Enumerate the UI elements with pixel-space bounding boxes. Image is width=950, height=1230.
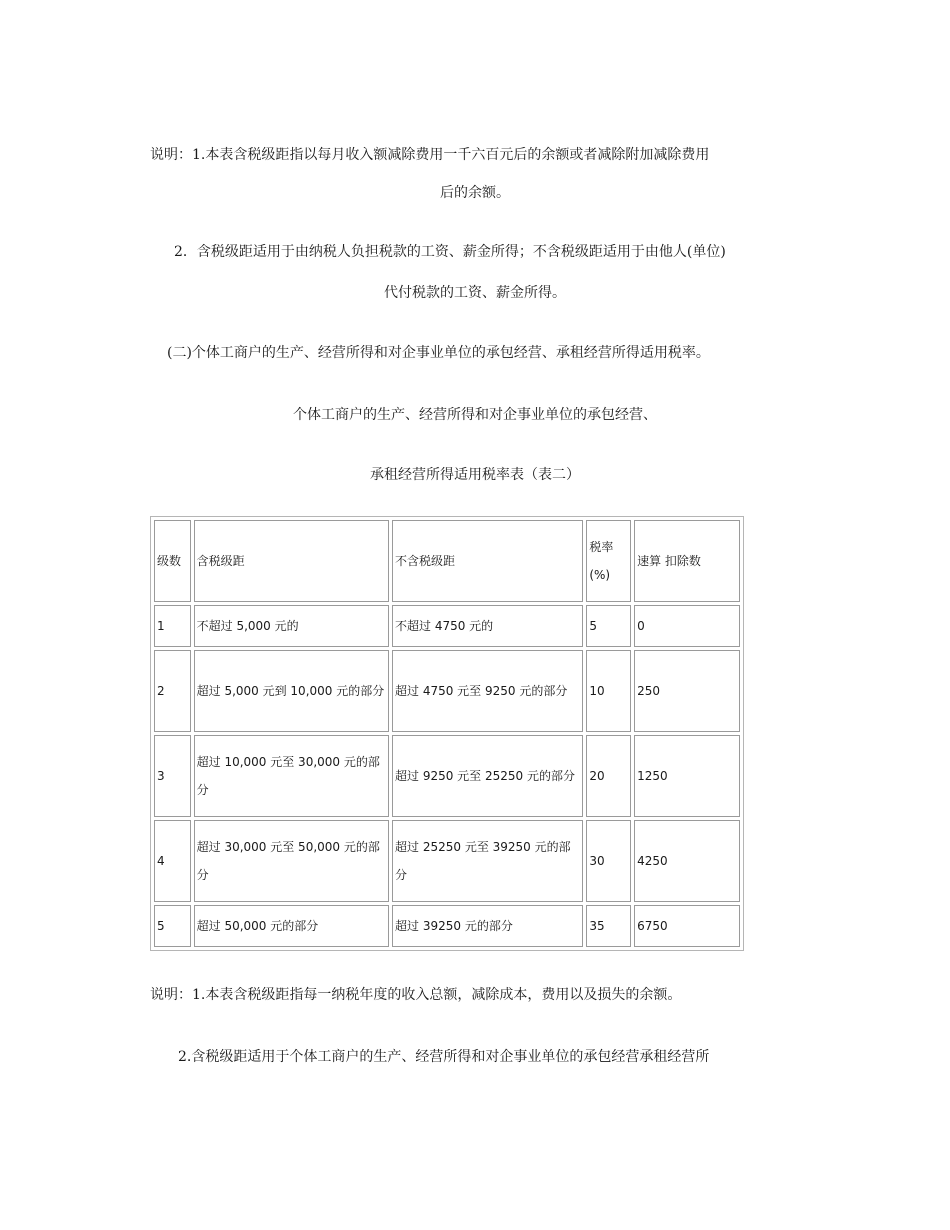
cell-deduction: 6750 xyxy=(634,905,740,947)
bottom-note-2: 2.含税级距适用于个体工商户的生产、经营所得和对企事业单位的承包经营承租经营所 xyxy=(178,1049,710,1065)
cell-taxable: 超过 5,000 元到 10,000 元的部分 xyxy=(194,650,389,732)
cell-deduction: 4250 xyxy=(634,820,740,902)
cell-taxable: 不超过 5,000 元的 xyxy=(194,605,389,647)
header-deduction: 速算 扣除数 xyxy=(634,520,740,602)
cell-rate: 5 xyxy=(586,605,631,647)
cell-non-taxable: 超过 39250 元的部分 xyxy=(392,905,583,947)
note-1-line-1: 说明：1.本表含税级距指以每月收入额减除费用一千六百元后的余额或者减除附加减除费用 xyxy=(150,147,710,163)
cell-deduction: 1250 xyxy=(634,735,740,817)
header-non-taxable-bracket: 不含税级距 xyxy=(392,520,583,602)
table-row xyxy=(154,820,740,902)
table-title-line-1: 个体工商户的生产、经营所得和对企事业单位的承包经营、 xyxy=(293,407,657,423)
cell-non-taxable: 超过 9250 元至 25250 元的部分 xyxy=(392,735,583,817)
cell-taxable: 超过 10,000 元至 30,000 元的部分 xyxy=(194,735,389,817)
cell-non-taxable: 超过 25250 元至 39250 元的部分 xyxy=(392,820,583,902)
bottom-note-1: 说明：1.本表含税级距指每一纳税年度的收入总额，减除成本，费用以及损失的余额。 xyxy=(150,987,682,1003)
cell-level: 1 xyxy=(154,605,191,647)
cell-rate: 30 xyxy=(586,820,631,902)
cell-level: 3 xyxy=(154,735,191,817)
cell-deduction: 250 xyxy=(634,650,740,732)
cell-level: 4 xyxy=(154,820,191,902)
table-row xyxy=(154,905,740,947)
cell-level: 2 xyxy=(154,650,191,732)
cell-non-taxable: 不超过 4750 元的 xyxy=(392,605,583,647)
table-row xyxy=(154,650,740,732)
table-row xyxy=(154,735,740,817)
note-2-line-1: 2．含税级距适用于由纳税人负担税款的工资、薪金所得；不含税级距适用于由他人(单位) xyxy=(174,244,726,260)
cell-non-taxable: 超过 4750 元至 9250 元的部分 xyxy=(392,650,583,732)
note-2-line-2: 代付税款的工资、薪金所得。 xyxy=(384,285,566,301)
header-taxable-bracket: 含税级距 xyxy=(194,520,389,602)
cell-level: 5 xyxy=(154,905,191,947)
cell-rate: 20 xyxy=(586,735,631,817)
cell-taxable: 超过 30,000 元至 50,000 元的部分 xyxy=(194,820,389,902)
table-title-line-2: 承租经营所得适用税率表（表二） xyxy=(370,467,580,483)
header-rate-line-2: (%) xyxy=(589,568,611,582)
note-1-line-2: 后的余额。 xyxy=(440,185,510,201)
header-rate xyxy=(586,520,631,602)
table-header-row xyxy=(154,520,740,602)
tax-rate-table xyxy=(150,516,744,951)
cell-taxable: 超过 50,000 元的部分 xyxy=(194,905,389,947)
header-rate-line-1: 税率 xyxy=(589,540,614,554)
table-row xyxy=(154,605,740,647)
section-heading: (二)个体工商户的生产、经营所得和对企事业单位的承包经营、承租经营所得适用税率。 xyxy=(167,345,710,361)
cell-rate: 10 xyxy=(586,650,631,732)
cell-rate: 35 xyxy=(586,905,631,947)
header-level: 级数 xyxy=(154,520,191,602)
cell-deduction: 0 xyxy=(634,605,740,647)
